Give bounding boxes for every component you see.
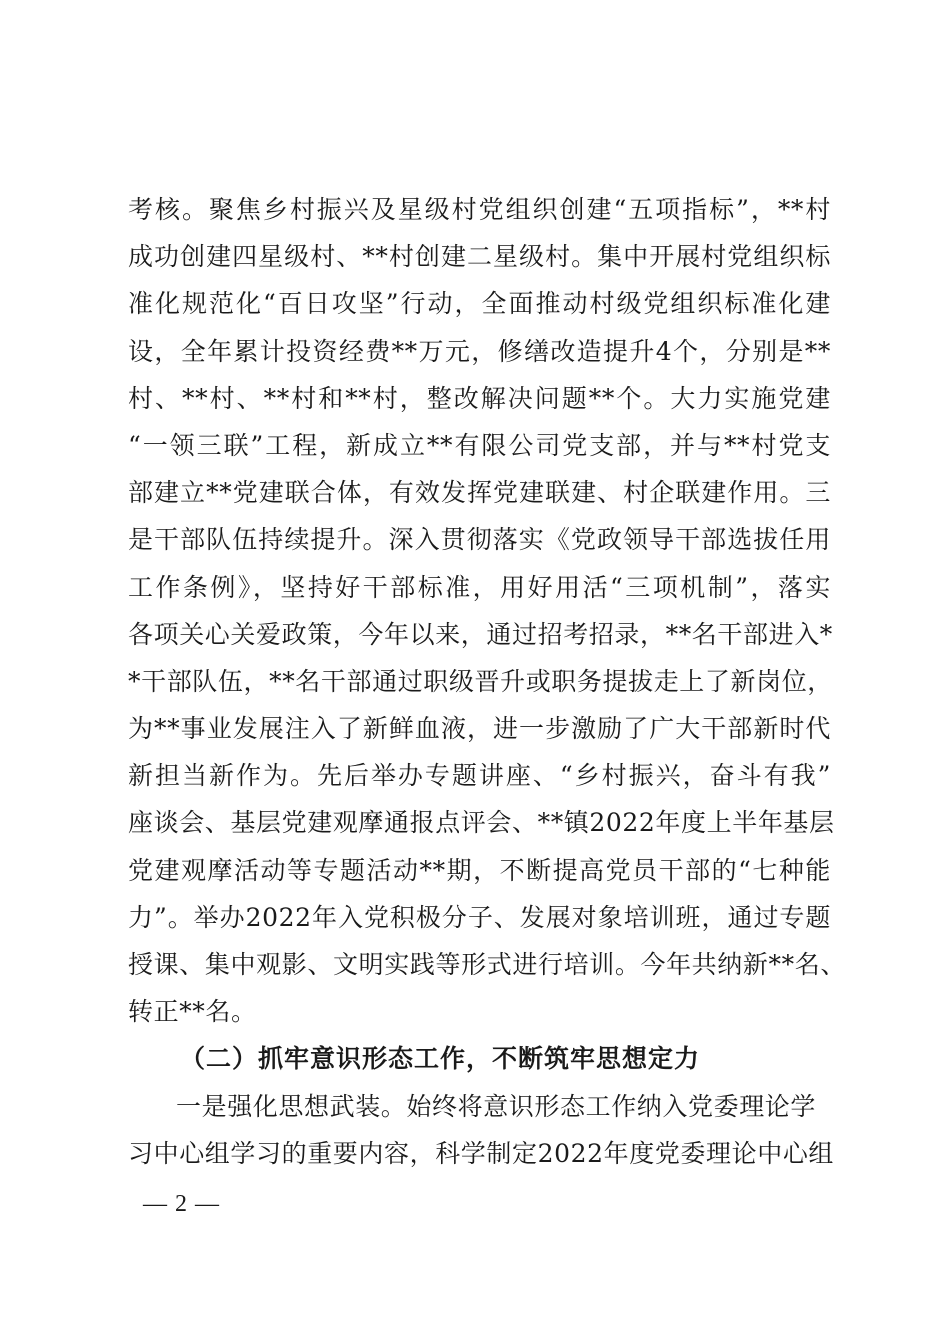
document-body <box>128 186 848 1177</box>
paragraph-line: 设，全年累计投资经费**万元，修缮改造提升4个，分别是** <box>128 336 831 366</box>
paragraph-line: 村、**村、**村和**村，整改解决问题**个。大力实施党建 <box>128 383 831 413</box>
paragraph-line: 一是强化思想武装。始终将意识形态工作纳入党委理论学 <box>176 1091 817 1121</box>
paragraph-line: 力”。举办2022年入党积极分子、发展对象培训班，通过专题 <box>128 902 831 932</box>
paragraph-line: 授课、集中观影、文明实践等形式进行培训。今年共纳新**名、 <box>128 950 846 979</box>
paragraph-line: 成功创建四星级村、**村创建二星级村。集中开展村党组织标 <box>128 242 831 272</box>
paragraph-line: 各项关心关爱政策，今年以来，通过招考招录，**名干部进入* <box>128 619 833 649</box>
paragraph-line: “一领三联”工程，新成立**有限公司党支部，并与**村党支 <box>128 430 831 460</box>
paragraph-line: 准化规范化“百日攻坚”行动，全面推动村级党组织标准化建 <box>128 289 831 319</box>
section-heading: （二）抓牢意识形态工作，不断筑牢思想定力 <box>180 1044 701 1074</box>
paragraph-line: 为**事业发展注入了新鲜血液，进一步激励了广大干部新时代 <box>128 714 831 744</box>
paragraph-line: 部建立**党建联合体，有效发挥党建联建、村企联建作用。三 <box>128 478 831 508</box>
paragraph-line: 工作条例》，坚持好干部标准，用好用活“三项机制”，落实 <box>128 572 831 602</box>
paragraph-line: 习中心组学习的重要内容，科学制定2022年度党委理论中心组 <box>128 1138 835 1168</box>
paragraph-line: 是干部队伍持续提升。深入贯彻落实《党政领导干部选拔任用 <box>128 525 831 555</box>
paragraph-line: 党建观摩活动等专题活动**期，不断提高党员干部的“七种能 <box>128 855 831 885</box>
paragraph-line: 新担当新作为。先后举办专题讲座、“乡村振兴，奋斗有我” <box>128 761 831 791</box>
paragraph-line: 考核。聚焦乡村振兴及星级村党组织创建“五项指标”，**村 <box>128 195 831 224</box>
paragraph-line: 转正**名。 <box>128 997 257 1027</box>
page-number: — 2 — <box>143 1191 220 1217</box>
paragraph-line: 座谈会、基层党建观摩通报点评会、**镇2022年度上半年基层 <box>128 808 835 838</box>
paragraph-line: *干部队伍，**名干部通过职级晋升或职务提拔走上了新岗位， <box>128 666 833 696</box>
